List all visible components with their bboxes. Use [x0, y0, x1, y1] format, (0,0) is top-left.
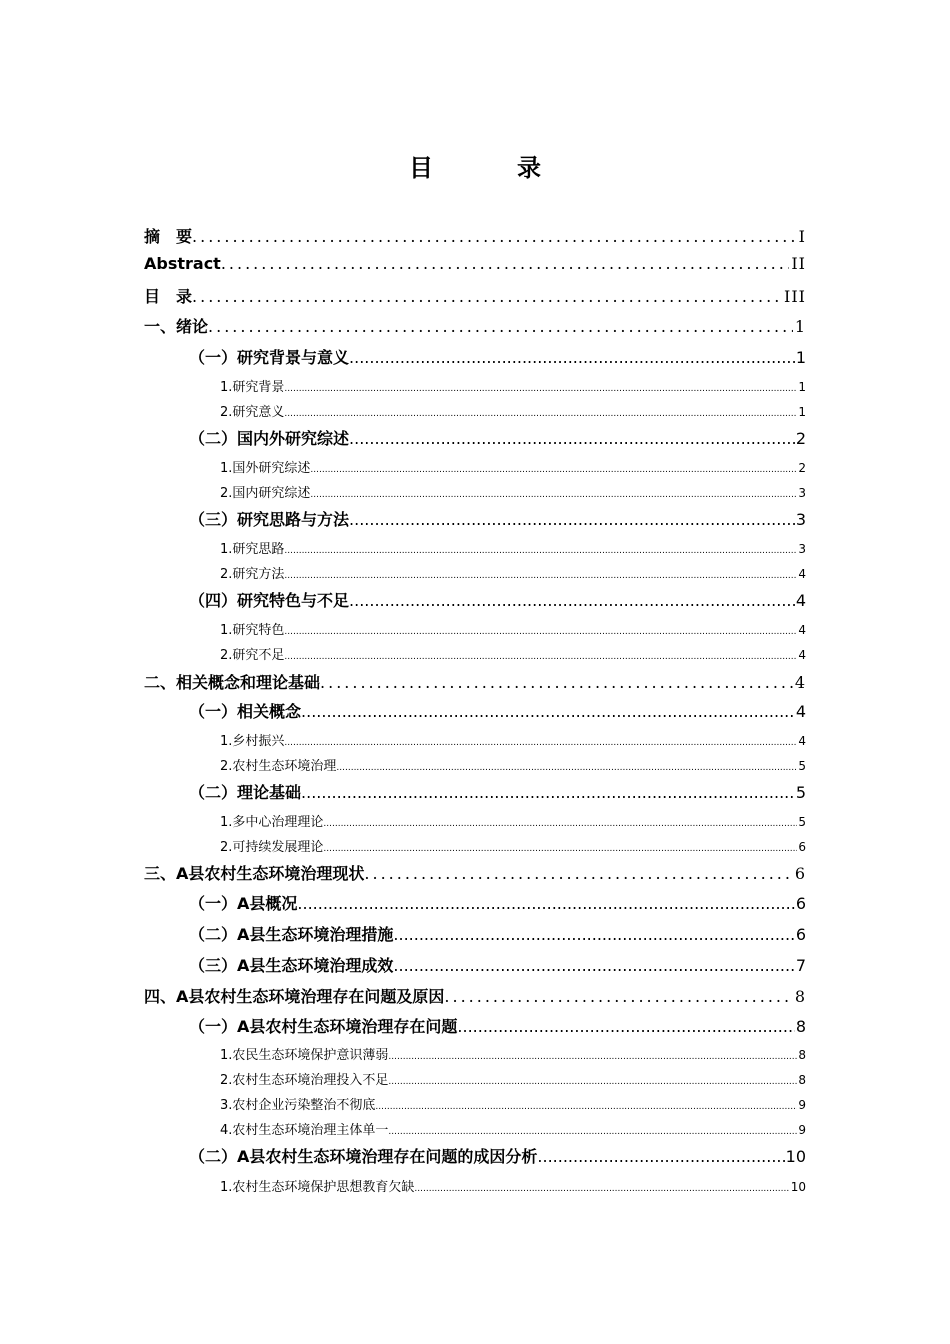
toc-dot-leader	[320, 673, 793, 692]
toc-entry-page: 4	[798, 567, 806, 581]
toc-entry[interactable]	[189, 588, 806, 611]
toc-entry-label: 摘 要	[144, 227, 193, 246]
toc-entry-page: I	[798, 227, 806, 246]
toc-entry-label: （一）研究背景与意义	[189, 348, 350, 367]
toc-entry-label: 2.可持续发展理论	[220, 840, 324, 855]
toc-entry-label: 1.国外研究综述	[220, 461, 311, 476]
toc-dot-leader	[192, 227, 797, 246]
toc-entry-label: 3.农村企业污染整治不彻底	[220, 1098, 376, 1113]
toc-dot-leader	[349, 348, 795, 367]
toc-entry-page: 1	[795, 348, 806, 367]
toc-entry-page: 4	[798, 623, 806, 637]
toc-entry[interactable]	[220, 1069, 806, 1088]
toc-entry[interactable]	[220, 730, 806, 749]
toc-dot-leader	[323, 844, 797, 854]
toc-entry-page: 3	[795, 510, 806, 529]
toc-entry-label: （二）A县生态环境治理措施	[189, 925, 394, 944]
toc-dot-leader	[537, 1147, 784, 1166]
toc-entry[interactable]	[220, 482, 806, 501]
toc-entry[interactable]	[220, 644, 806, 663]
toc-entry[interactable]	[189, 891, 806, 914]
toc-title: 目 录	[409, 154, 571, 182]
toc-entry[interactable]	[220, 619, 806, 638]
toc-entry-label: 1.研究背景	[220, 380, 285, 395]
toc-entry-label: （四）研究特色与不足	[189, 591, 350, 610]
toc-dot-leader	[388, 1077, 797, 1087]
toc-dot-leader	[323, 819, 797, 829]
toc-dot-leader	[388, 1052, 797, 1062]
toc-entry-label: （三）研究思路与方法	[189, 510, 350, 529]
toc-entry-page: 10	[790, 1180, 806, 1194]
toc-entry-label: Abstract	[144, 254, 221, 273]
toc-entry[interactable]	[144, 984, 806, 1007]
toc-dot-leader	[444, 987, 792, 1006]
toc-entry-page: 8	[798, 1073, 806, 1087]
toc-entry-page: 4	[794, 673, 806, 692]
toc-entry-label: 1.研究特色	[220, 623, 285, 638]
toc-entry[interactable]	[189, 1144, 806, 1167]
toc-entry[interactable]	[220, 401, 806, 420]
toc-entry-page: 4	[798, 648, 806, 662]
toc-entry-label: 2.研究意义	[220, 405, 285, 420]
toc-dot-leader	[349, 510, 795, 529]
toc-entry-label: （一）相关概念	[189, 702, 302, 721]
toc-dot-leader	[208, 317, 793, 336]
toc-dot-leader	[393, 956, 794, 975]
toc-dot-leader	[297, 894, 794, 913]
toc-entry[interactable]	[189, 699, 806, 722]
toc-entry-page: 5	[798, 815, 806, 829]
toc-entry-label: （一）A县农村生态环境治理存在问题	[189, 1017, 458, 1036]
toc-entry[interactable]	[220, 538, 806, 557]
toc-dot-leader	[310, 465, 797, 475]
toc-entry[interactable]	[144, 224, 806, 247]
toc-entry-page: 7	[795, 956, 806, 975]
toc-dot-leader	[284, 738, 797, 748]
toc-dot-leader	[457, 1017, 794, 1036]
toc-entry-page: 2	[798, 461, 806, 475]
toc-entry-page: 8	[795, 1017, 806, 1036]
toc-entry[interactable]	[220, 457, 806, 476]
toc-entry[interactable]	[144, 861, 806, 884]
toc-entry[interactable]	[220, 1176, 806, 1195]
toc-entry[interactable]	[220, 1119, 806, 1138]
toc-entry-label: 2.农村生态环境治理投入不足	[220, 1073, 389, 1088]
toc-entry[interactable]	[144, 284, 806, 307]
toc-entry[interactable]	[220, 1044, 806, 1063]
toc-entry-page: 4	[798, 734, 806, 748]
toc-entry[interactable]	[220, 755, 806, 774]
toc-entry-label: （二）国内外研究综述	[189, 429, 350, 448]
toc-entry-label: 1.乡村振兴	[220, 734, 285, 749]
toc-entry-label: 二、相关概念和理论基础	[144, 673, 321, 692]
toc-entry-page: 4	[795, 591, 806, 610]
toc-entry[interactable]	[189, 345, 806, 368]
toc-dot-leader	[349, 429, 795, 448]
toc-entry-page: 5	[795, 783, 806, 802]
toc-entry[interactable]	[189, 780, 806, 803]
toc-entry-page: 3	[798, 542, 806, 556]
toc-entry-label: （一）A县概况	[189, 894, 298, 913]
toc-dot-leader	[310, 490, 797, 500]
toc-dot-leader	[284, 384, 797, 394]
toc-entry-label: （二）理论基础	[189, 783, 302, 802]
toc-entry-page: 5	[798, 759, 806, 773]
toc-entry-label: 四、A县农村生态环境治理存在问题及原因	[144, 987, 445, 1006]
toc-dot-leader	[375, 1102, 797, 1112]
toc-entry-label: 1.农村生态环境保护思想教育欠缺	[220, 1180, 415, 1195]
toc-entry-label: 4.农村生态环境治理主体单一	[220, 1123, 389, 1138]
toc-entry[interactable]	[189, 922, 806, 945]
toc-dot-leader	[192, 287, 782, 306]
toc-entry[interactable]	[189, 426, 806, 449]
toc-entry[interactable]	[220, 376, 806, 395]
toc-dot-leader	[284, 571, 797, 581]
toc-dot-leader	[364, 864, 792, 883]
toc-entry-page: III	[784, 287, 806, 306]
toc-entry-page: 9	[798, 1098, 806, 1112]
toc-dot-leader	[284, 546, 797, 556]
toc-entry[interactable]	[144, 254, 806, 273]
toc-entry[interactable]	[220, 1094, 806, 1113]
toc-dot-leader	[301, 702, 795, 721]
toc-dot-leader	[284, 627, 797, 637]
toc-dot-leader	[221, 254, 790, 273]
toc-entry-page: 2	[795, 429, 806, 448]
toc-dot-leader	[336, 763, 797, 773]
toc-entry-label: 1.研究思路	[220, 542, 285, 557]
toc-entry-page: 1	[798, 405, 806, 419]
toc-entry-label: （三）A县生态环境治理成效	[189, 956, 394, 975]
toc-entry[interactable]	[144, 670, 806, 693]
toc-entry-page: 6	[795, 925, 806, 944]
toc-dot-leader	[284, 652, 797, 662]
toc-entry-label: 2.农村生态环境治理	[220, 759, 337, 774]
toc-entry-page: 1	[798, 380, 806, 394]
toc-entry[interactable]	[189, 1014, 806, 1037]
toc-entry[interactable]	[220, 836, 806, 855]
toc-entry-page: 1	[794, 317, 806, 336]
toc-entry[interactable]	[189, 507, 806, 530]
toc-entry-page: 6	[798, 840, 806, 854]
toc-entry[interactable]	[189, 953, 806, 976]
toc-entry-label: 一、绪论	[144, 317, 209, 336]
toc-entry-label: 三、A县农村生态环境治理现状	[144, 864, 365, 883]
toc-entry-page: 3	[798, 486, 806, 500]
toc-entry-page: 8	[794, 987, 806, 1006]
toc-entry[interactable]	[220, 811, 806, 830]
toc-entry-label: 2.研究方法	[220, 567, 285, 582]
toc-entry-label: 1.多中心治理理论	[220, 815, 324, 830]
toc-entry-label: （二）A县农村生态环境治理存在问题的成因分析	[189, 1147, 538, 1166]
toc-entry-page: II	[791, 254, 806, 273]
toc-entry[interactable]	[220, 563, 806, 582]
toc-entry-page: 9	[798, 1123, 806, 1137]
toc-dot-leader	[414, 1184, 789, 1194]
toc-entry-page: 10	[785, 1147, 806, 1166]
toc-entry-page: 8	[798, 1048, 806, 1062]
toc-entry-page: 4	[795, 702, 806, 721]
toc-entry[interactable]	[144, 314, 806, 337]
toc-entry-label: 2.研究不足	[220, 648, 285, 663]
toc-dot-leader	[349, 591, 795, 610]
toc-entry-label: 1.农民生态环境保护意识薄弱	[220, 1048, 389, 1063]
toc-entry-page: 6	[794, 864, 806, 883]
toc-entry-label: 2.国内研究综述	[220, 486, 311, 501]
toc-dot-leader	[393, 925, 794, 944]
toc-dot-leader	[388, 1127, 797, 1137]
toc-entry-label: 目 录	[144, 287, 193, 306]
toc-dot-leader	[284, 409, 797, 419]
toc-entry-page: 6	[795, 894, 806, 913]
toc-dot-leader	[301, 783, 795, 802]
